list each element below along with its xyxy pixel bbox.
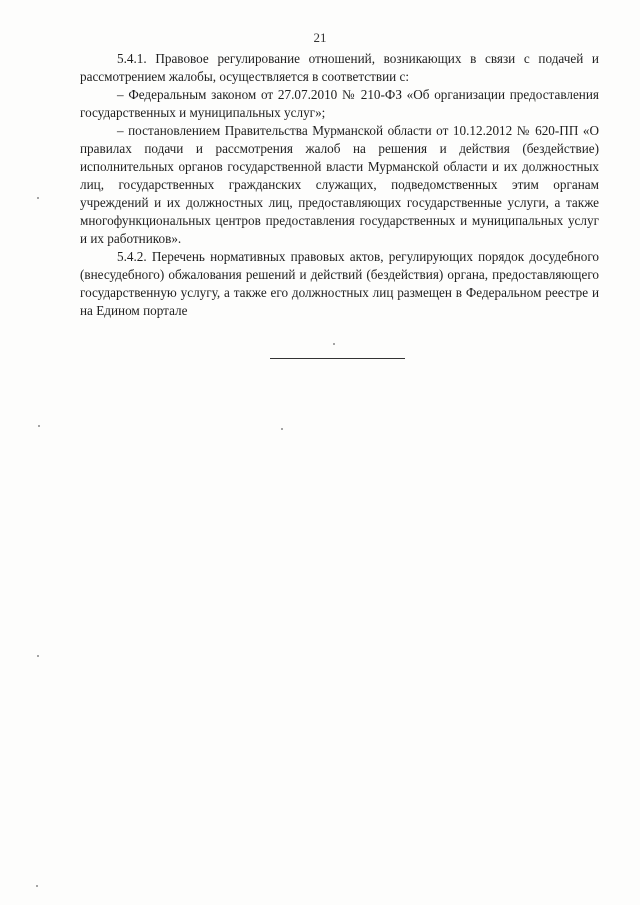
paragraph-government-resolution: – постановлением Правительства Мурманской области от 10.12.2012 № 620-ПП «О правилах подачи и рассмотрения жалоб на решения и действия (бездействие) исполнительных органов государственной власти Мурманской области и их должностных лиц, государственных гражданских служащих, подведомственных этим органам учреждений и их должностных лиц, предоставляющих государственные услуги, а также многофункциональных центров предоставления государственных и муниципальных услуг и их работников». — [80, 123, 599, 246]
scan-speck — [37, 197, 39, 199]
end-separator-line — [270, 358, 405, 359]
page-number: 21 — [313, 30, 327, 45]
scan-speck — [37, 655, 39, 657]
document-body — [80, 50, 599, 320]
scan-speck — [281, 428, 283, 430]
paragraph-5-4-1: 5.4.1. Правовое регулирование отношений, возникающих в связи с подачей и рассмотрением жалобы, осуществляется в соответствии с: — [80, 51, 599, 84]
scan-speck — [36, 885, 38, 887]
scan-speck — [333, 343, 335, 345]
paragraph-federal-law: – Федеральным законом от 27.07.2010 № 210-ФЗ «Об организации предоставления государственных и муниципальных услуг»; — [80, 87, 599, 120]
paragraph-5-4-2: 5.4.2. Перечень нормативных правовых актов, регулирующих порядок досудебного (внесудебного) обжалования решений и действий (бездействия) органа, предоставляющего государственную услугу, а также его должностных лиц размещен в Федеральном реестре и на Едином портале — [80, 249, 599, 318]
scan-speck — [38, 425, 40, 427]
